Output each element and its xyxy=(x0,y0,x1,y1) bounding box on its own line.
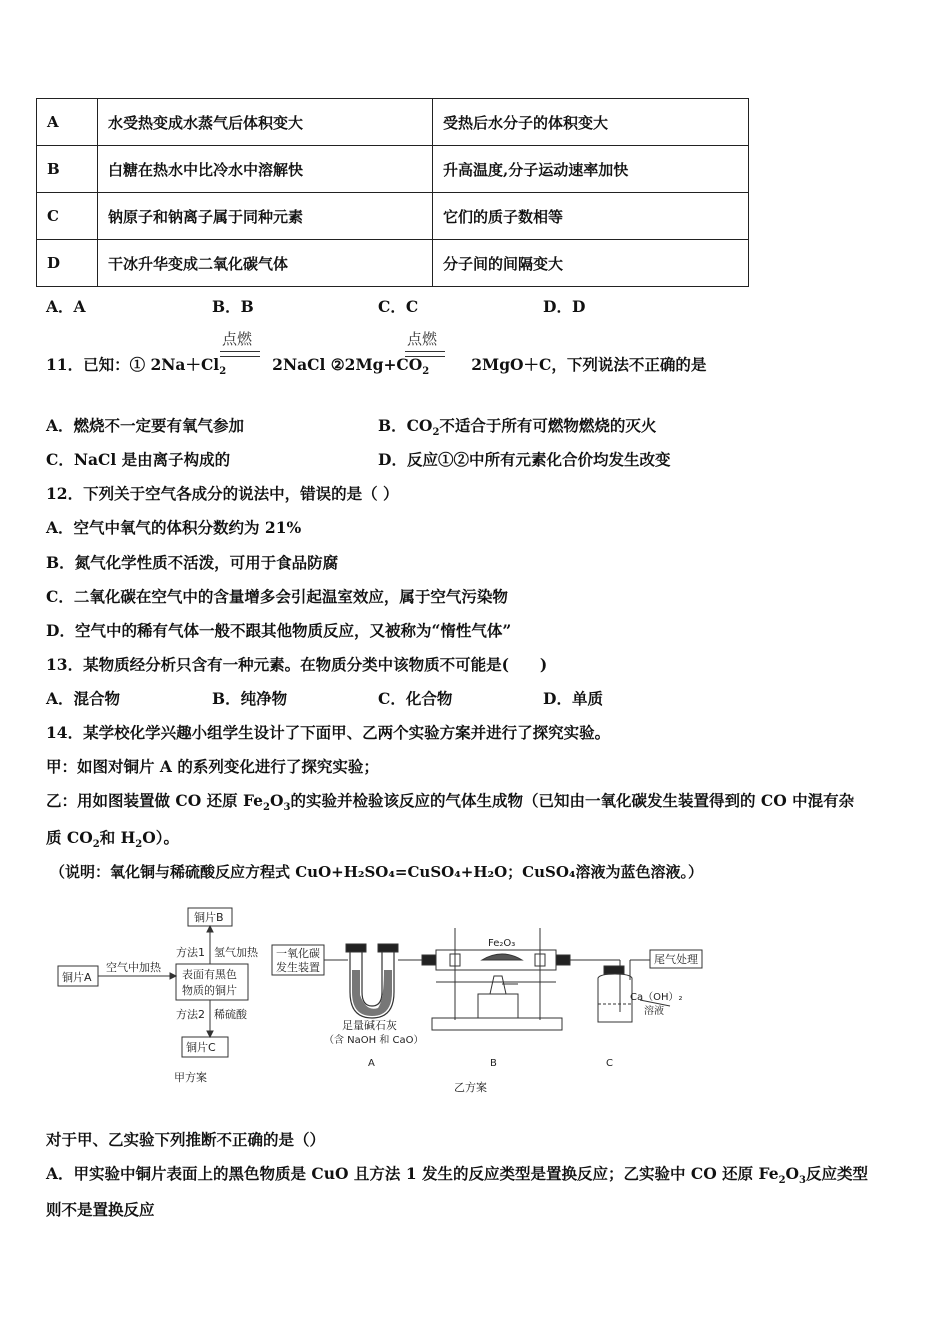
q11-option-c: C．NaCl 是由离子构成的 xyxy=(46,450,231,469)
row-explanation: 受热后水分子的体积变大 xyxy=(433,99,749,146)
diagram-label: 溶液 xyxy=(644,1006,664,1017)
q12-option-d: D．空气中的稀有气体一般不跟其他物质反应，又被称为“惰性气体” xyxy=(46,621,512,640)
choice-c: C．C xyxy=(378,297,419,316)
diagram-label: 空气中加热 xyxy=(106,961,161,974)
diagram-label: Ca（OH）₂ xyxy=(630,992,683,1003)
diagram-label: 足量碱石灰 xyxy=(342,1019,397,1032)
q12-option-c: C．二氧化碳在空气中的含量增多会引起温室效应，属于空气污染物 xyxy=(46,587,508,606)
q13-option-a: A．混合物 xyxy=(46,689,121,708)
diagram-label: 铜片B xyxy=(194,911,224,924)
row-explanation: 它们的质子数相等 xyxy=(433,193,749,240)
diagram-label: （含 NaOH 和 CaO） xyxy=(324,1035,424,1046)
diagram-label: A xyxy=(368,1058,375,1069)
row-key: C xyxy=(37,193,98,240)
q11-option-b: B．$CO_2$不适合于所有可燃物燃烧的灭火 xyxy=(378,416,657,439)
question-13-stem: 13．某物质经分析只含有一种元素。在物质分类中该物质不可能是( ) xyxy=(46,655,548,674)
question-14-stem: 14．某学校化学兴趣小组学生设计了下面甲、乙两个实验方案并进行了探究实验。 xyxy=(46,723,611,742)
row-phenomenon: 钠原子和钠离子属于同种元素 xyxy=(98,193,433,240)
diagram-label: 物质的铜片 xyxy=(182,984,237,997)
q12-option-b: B．氮气化学性质不活泼，可用于食品防腐 xyxy=(46,553,339,572)
diagram-label: B xyxy=(490,1058,497,1069)
q14-yi-text-1: 乙：用如图装置做 CO 还原 $Fe_2O_3$的实验并检验该反应的气体生成物（已知由一氧化碳发生装置得到的 CO 中混有杂 xyxy=(46,791,855,814)
row-phenomenon: 白糖在热水中比冷水中溶解快 xyxy=(98,146,433,193)
diagram-label: 氢气加热 xyxy=(214,946,258,959)
q12-option-a: A．空气中氧气的体积分数约为 21% xyxy=(46,518,302,537)
diagram-label: Fe₂O₃ xyxy=(488,938,516,949)
diagram-label: 发生装置 xyxy=(276,961,320,974)
diagram-label: C xyxy=(606,1058,613,1069)
table-row xyxy=(37,146,749,193)
experiment-diagram xyxy=(50,900,710,1100)
diagram-label: 铜片C xyxy=(186,1041,216,1054)
q14-note: （说明：氧化铜与稀硫酸反应方程式 CuO+H₂SO₄=CuSO₄+H₂O；CuSO₄溶液为蓝色溶液。） xyxy=(50,863,703,881)
options-table xyxy=(36,98,749,287)
q13-option-b: B．纯净物 xyxy=(212,689,288,708)
diagram-label: 方法1 xyxy=(176,946,205,959)
q13-option-d: D．单质 xyxy=(543,689,603,708)
question-11-stem: 11．已知：① $2Na+Cl_2$ 2NaCl $②2Mg+CO_2$ 2MgO＋C，下列说法不正确的是 xyxy=(46,355,707,378)
reaction-condition-1: 点燃 xyxy=(222,330,253,348)
row-key: D xyxy=(37,240,98,287)
table-row xyxy=(37,240,749,287)
diagram-label: 方法2 xyxy=(176,1008,205,1021)
row-key: A xyxy=(37,99,98,146)
q14-jia-text: 甲：如图对铜片 A 的系列变化进行了探究实验； xyxy=(46,757,379,776)
q11-option-d: D．反应①②中所有元素化合价均发生改变 xyxy=(378,450,671,469)
diagram-label: 铜片A xyxy=(62,971,92,984)
row-explanation: 升高温度,分子运动速率加快 xyxy=(433,146,749,193)
choice-b: B．B xyxy=(212,297,254,316)
diagram-label: 乙方案 xyxy=(454,1081,487,1094)
diagram-label: 尾气处理 xyxy=(654,953,698,966)
row-explanation: 分子间的间隔变大 xyxy=(433,240,749,287)
q14-yi-text-2: 质 $CO_2$和 $H_2O$）。 xyxy=(46,828,179,851)
row-phenomenon: 水受热变成水蒸气后体积变大 xyxy=(98,99,433,146)
diagram-label: 表面有黑色 xyxy=(182,968,237,981)
diagram-label: 稀硫酸 xyxy=(214,1008,247,1021)
q14-question: 对于甲、乙实验下列推断不正确的是（） xyxy=(46,1130,326,1149)
row-key: B xyxy=(37,146,98,193)
q14-option-a-line-1: A．甲实验中铜片表面上的黑色物质是 CuO 且方法 1 发生的反应类型是置换反应；乙实验中 CO 还原 $Fe_2O_3$反应类型 xyxy=(46,1164,869,1187)
reaction-condition-2: 点燃 xyxy=(407,330,438,348)
q13-option-c: C．化合物 xyxy=(378,689,453,708)
diagram-label: 一氧化碳 xyxy=(276,947,320,960)
choice-d: D．D xyxy=(543,297,586,316)
row-phenomenon: 干冰升华变成二氧化碳气体 xyxy=(98,240,433,287)
choice-a: A．A xyxy=(46,297,86,316)
diagram-label: 甲方案 xyxy=(174,1071,207,1084)
question-12-stem: 12．下列关于空气各成分的说法中，错误的是（ ） xyxy=(46,484,399,503)
table-row xyxy=(37,99,749,146)
q11-option-a: A．燃烧不一定要有氧气参加 xyxy=(46,416,245,435)
q14-option-a-line-2: 则不是置换反应 xyxy=(46,1200,155,1219)
table-row xyxy=(37,193,749,240)
